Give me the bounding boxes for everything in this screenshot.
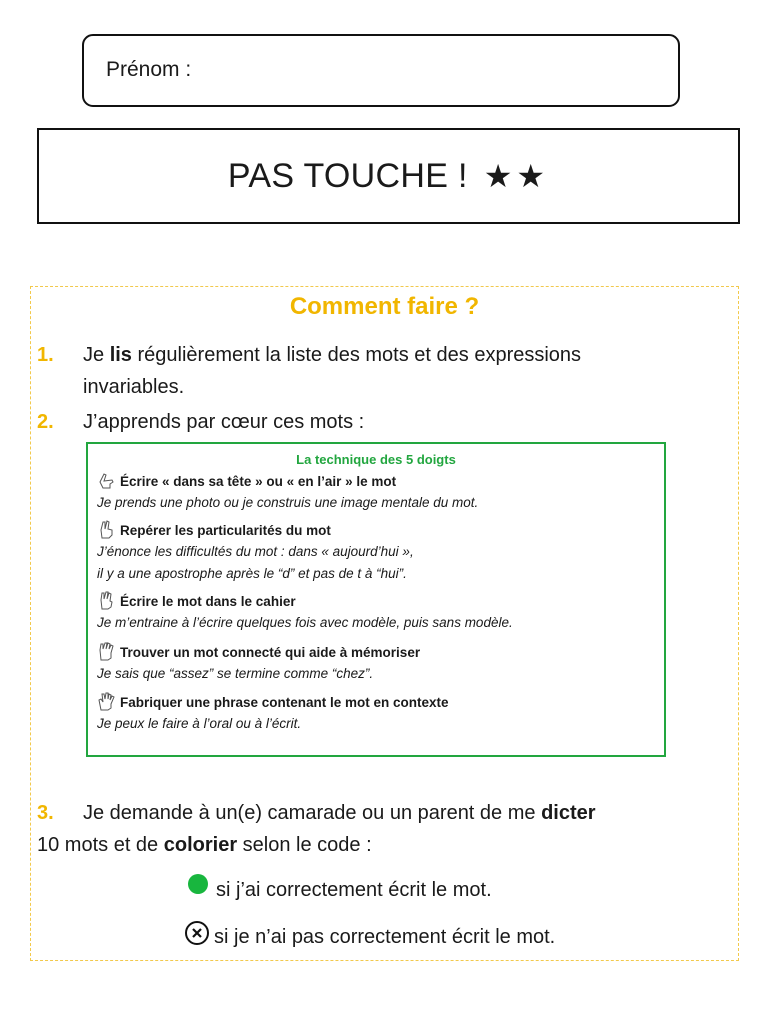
technique-item-3-desc: Je m’entraine à l’écrire quelques fois avec modèle, puis sans modèle.: [97, 615, 513, 630]
legend-correct-text: si j’ai correctement écrit le mot.: [216, 879, 492, 901]
step-3-line2-pre: 10 mots et de: [37, 834, 164, 856]
step-1-bold: lis: [109, 344, 132, 366]
hand-three-fingers-icon: [96, 590, 118, 612]
technique-title: La technique des 5 doigts: [296, 452, 456, 467]
technique-item-3: [96, 590, 656, 634]
technique-item-5-heading: Fabriquer une phrase contenant le mot en contexte: [120, 694, 449, 710]
technique-item-1-heading: Écrire « dans sa tête » ou « en l’air » le mot: [120, 473, 397, 489]
step-3-number: 3.: [37, 802, 54, 824]
technique-item-4-desc: Je sais que “assez” se termine comme “chez”.: [97, 666, 374, 681]
technique-item-2-heading: Repérer les particularités du mot: [120, 522, 331, 538]
step-1-text-pre: Je: [83, 344, 110, 366]
step-3-bold-dicter: dicter: [541, 802, 596, 824]
step-1-line2: invariables.: [83, 376, 185, 398]
technique-item-5-desc: Je peux le faire à l’oral ou à l’écrit.: [97, 716, 302, 731]
technique-item-5: [96, 691, 656, 735]
step-2: [37, 406, 364, 438]
step-2-number: 2.: [37, 411, 54, 433]
hand-one-finger-icon: [96, 470, 118, 492]
technique-item-1: [96, 470, 656, 514]
hand-four-fingers-icon: [96, 641, 118, 663]
legend-incorrect: [184, 926, 555, 949]
prenom-label: Prénom :: [106, 58, 192, 81]
technique-item-2: [96, 519, 656, 585]
green-dot-icon: [188, 874, 208, 894]
hand-two-fingers-icon: [96, 519, 118, 541]
technique-item-4-heading: Trouver un mot connecté qui aide à mémoriser: [120, 644, 421, 660]
star-rating: ★★: [483, 158, 550, 194]
technique-item-3-heading: Écrire le mot dans le cahier: [120, 593, 296, 609]
technique-box: [86, 442, 666, 757]
legend-incorrect-text: si je n’ai pas correctement écrit le mot.: [214, 926, 556, 948]
technique-item-2-desc-line2: il y a une apostrophe après le “d” et pas de t à “hui”.: [97, 566, 407, 581]
circled-x-icon: [184, 920, 210, 946]
step-3-line2-post: selon le code :: [237, 834, 372, 856]
page-title: PAS TOUCHE !: [227, 156, 468, 195]
step-1-text-post: régulièrement la liste des mots et des expressions: [131, 344, 582, 366]
title-box: [37, 128, 740, 224]
step-3-text-pre: Je demande à un(e) camarade ou un parent de me: [83, 802, 542, 824]
technique-item-1-desc: Je prends une photo ou je construis une image mentale du mot.: [97, 495, 479, 510]
step-2-text: J’apprends par cœur ces mots :: [83, 411, 365, 433]
name-field-box[interactable]: [82, 34, 680, 107]
technique-item-4: [96, 641, 656, 685]
step-1: [37, 339, 581, 403]
instructions-title: Comment faire ?: [289, 293, 480, 320]
technique-item-2-desc-line1: J’énonce les difficultés du mot : dans « aujourd’hui »,: [97, 544, 414, 559]
step-3: [37, 797, 596, 861]
step-3-bold-colorier: colorier: [163, 834, 238, 856]
instructions-box: [30, 286, 739, 961]
legend-correct: [188, 879, 492, 902]
hand-five-fingers-icon: [96, 691, 118, 713]
step-1-number: 1.: [37, 344, 54, 366]
